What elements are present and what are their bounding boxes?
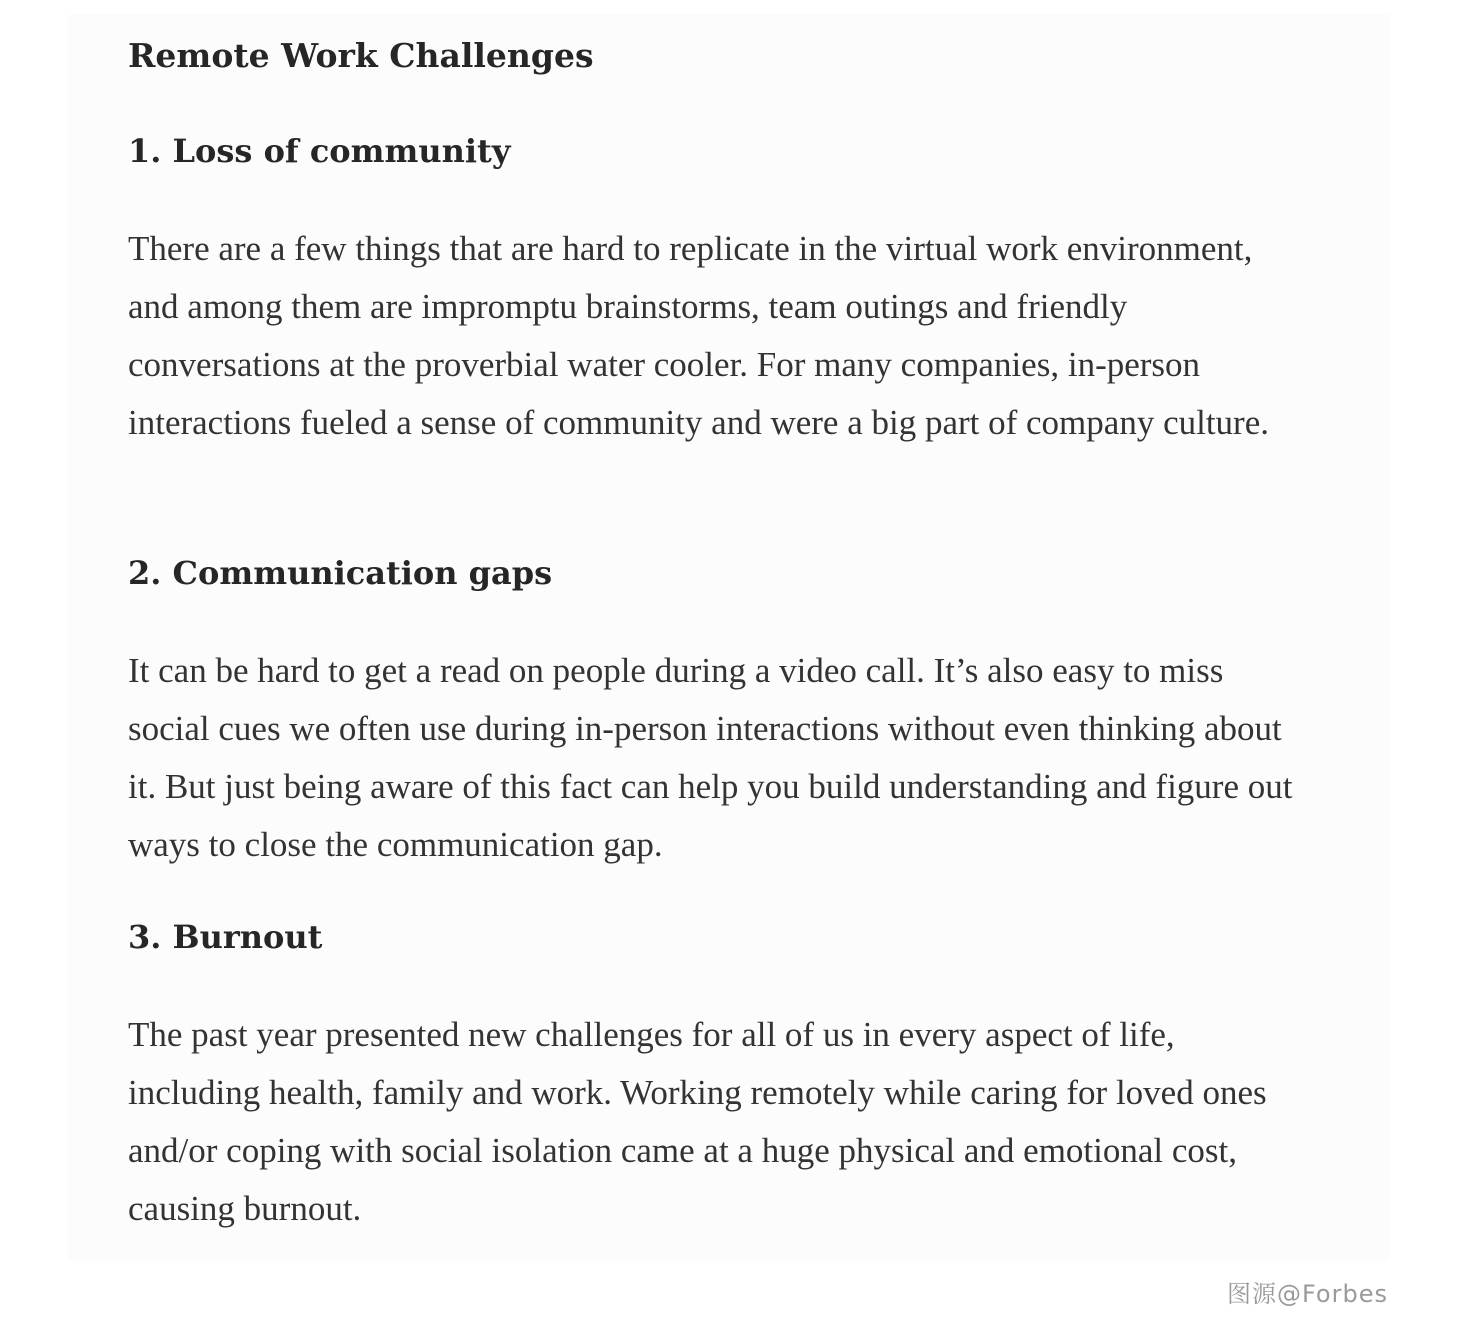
- article-image: [68, 14, 1390, 1260]
- section-heading-loss-of-community: 1. Loss of community: [128, 132, 511, 170]
- section-body-loss-of-community: There are a few things that are hard to replicate in the virtual work environment, and among them are impromptu brainstorms, team outings and friendly conversations at the proverbial water cooler. For many companies, in-person interactions fueled a sense of community and were a big part of company culture.: [128, 229, 1269, 442]
- section-body-communication-gaps: It can be hard to get a read on people during a video call. It’s also easy to miss social cues we often use during in-person interactions without even thinking about it. But just being aware of this fact can help you build understanding and figure out ways to close the communication gap.: [128, 651, 1293, 864]
- article-title: Remote Work Challenges: [128, 36, 594, 75]
- section-body-burnout: The past year presented new challenges for all of us in every aspect of life, including health, family and work. Working remotely while caring for loved ones and/or coping with social isolation came at a huge physical and emotional cost, causing burnout.: [128, 1015, 1267, 1228]
- image-credit: 图源@Forbes: [1226, 1280, 1388, 1308]
- section-heading-communication-gaps: 2. Communication gaps: [128, 554, 553, 592]
- section-heading-burnout: 3. Burnout: [128, 918, 323, 956]
